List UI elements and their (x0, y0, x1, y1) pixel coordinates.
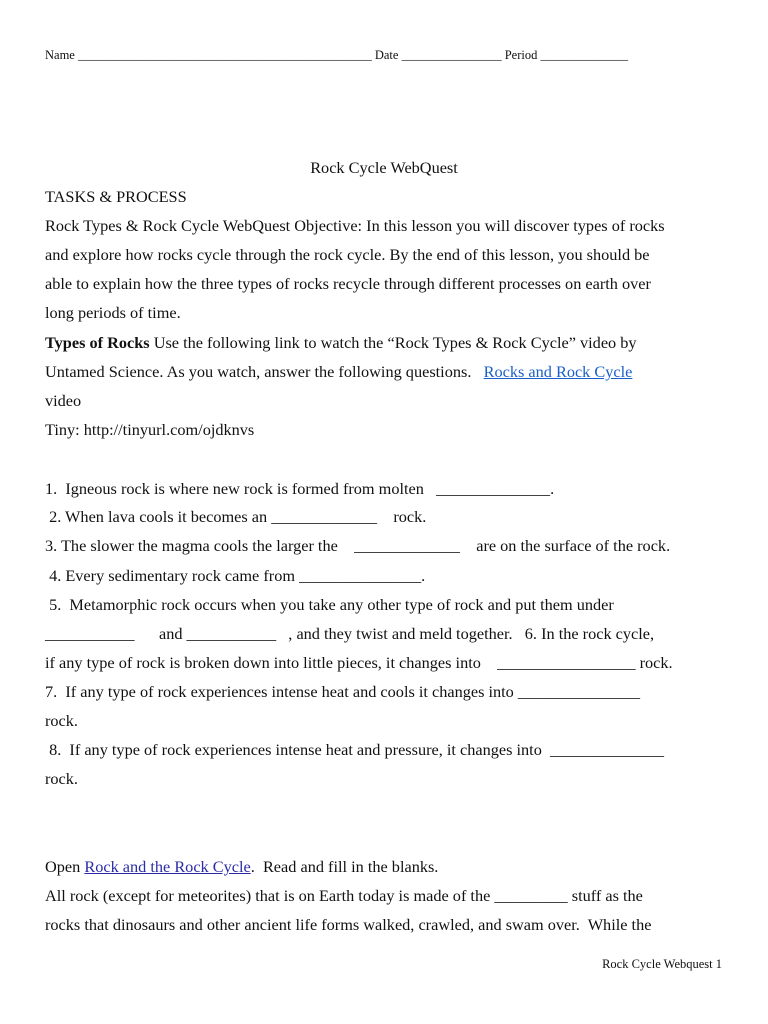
types-of-rocks-label: Types of Rocks (45, 333, 150, 352)
question-5: 5. Metamorphic rock occurs when you take any other type of rock and put them under (45, 595, 614, 614)
question-1: 1. Igneous rock is where new rock is formed from molten ______________. (45, 479, 555, 498)
types-line-1-text: Use the following link to watch the “Rock Types & Rock Cycle” video by (149, 333, 637, 352)
rock-and-the-rock-cycle-link[interactable]: Rock and the Rock Cycle (84, 857, 251, 876)
types-line-1 (45, 333, 637, 353)
objective-line-2: and explore how rocks cycle through the rock cycle. By the end of this lesson, you should be (45, 245, 650, 264)
objective-line-4: long periods of time. (45, 303, 181, 322)
name-date-period-line: Name _______________________________________________ Date ________________ Period ______________ (45, 48, 628, 62)
question-8-cont: rock. (45, 769, 78, 788)
open-prefix: Open (45, 857, 85, 876)
page-title: Rock Cycle WebQuest (310, 158, 458, 177)
paragraph-line-1: All rock (except for meteorites) that is on Earth today is made of the _________ stuff as the (45, 886, 643, 905)
question-7-cont: rock. (45, 711, 78, 730)
question-8: 8. If any type of rock experiences intense heat and pressure, it changes into ______________ (45, 740, 664, 759)
question-3: 3. The slower the magma cools the larger the _____________ are on the surface of the rock. (45, 536, 671, 555)
tiny-url: Tiny: http://tinyurl.com/ojdknvs (45, 420, 255, 439)
page-footer: Rock Cycle Webquest 1 (602, 957, 722, 971)
types-line-2-text: Untamed Science. As you watch, answer the following questions. (45, 362, 484, 381)
objective-line-1: Rock Types & Rock Cycle WebQuest Objective: In this lesson you will discover types of rocks (45, 216, 665, 235)
paragraph-line-2: rocks that dinosaurs and other ancient life forms walked, crawled, and swam over. While the (45, 915, 652, 934)
question-2: 2. When lava cools it becomes an _____________ rock. (45, 507, 427, 526)
open-line (45, 857, 438, 877)
open-suffix: . Read and fill in the blanks. (250, 857, 439, 876)
types-line-2 (45, 362, 632, 382)
rocks-and-rock-cycle-link[interactable]: Rocks and Rock Cycle (483, 362, 633, 381)
question-4: 4. Every sedimentary rock came from _______________. (45, 566, 426, 585)
objective-line-3: able to explain how the three types of rocks recycle through different processes on earth over (45, 274, 651, 293)
types-line-3: video (45, 391, 82, 410)
tasks-heading: TASKS & PROCESS (45, 187, 187, 206)
question-6-cont: if any type of rock is broken down into little pieces, it changes into _________________ rock. (45, 653, 673, 672)
question-5-cont: ___________ and ___________ , and they twist and meld together. 6. In the rock cycle, (45, 624, 655, 643)
question-7: 7. If any type of rock experiences intense heat and cools it changes into _______________ (45, 682, 641, 701)
